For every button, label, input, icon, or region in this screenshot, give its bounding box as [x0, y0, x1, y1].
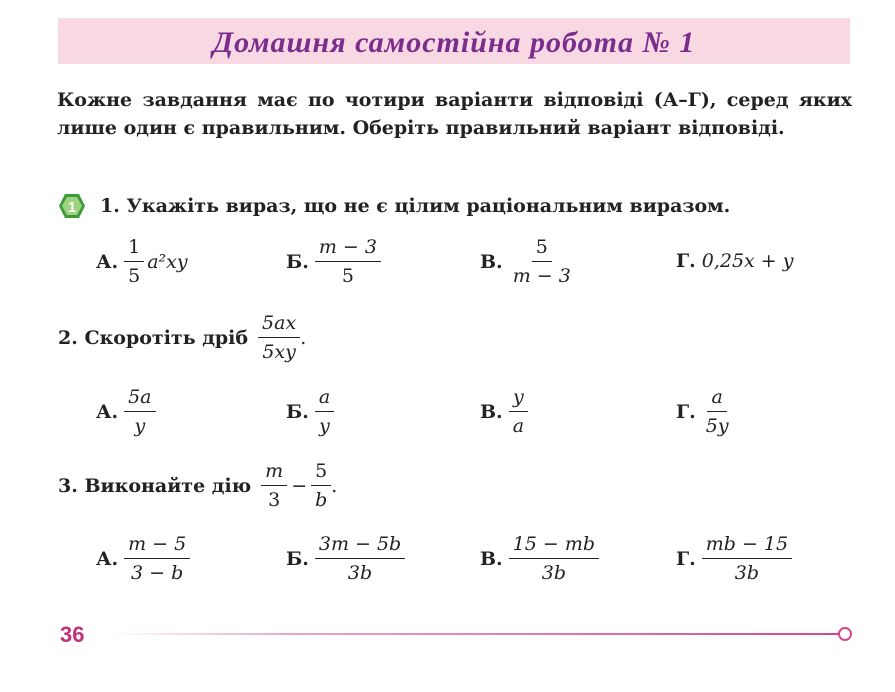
- q3-period: .: [331, 474, 338, 497]
- q1-option-a[interactable]: [96, 236, 188, 287]
- q3-option-b-fraction: [315, 533, 405, 584]
- q2-option-a-fraction: [124, 386, 155, 437]
- q3-option-c-fraction: [509, 533, 599, 584]
- page-title: Домашня самостійна робота № 1: [212, 26, 696, 59]
- q2-option-c-fraction: [509, 386, 528, 437]
- q2-option-b-fraction: [315, 386, 334, 437]
- level-badge-number: 1: [67, 199, 77, 216]
- level-badge-icon: [58, 193, 86, 219]
- q3-f2-denominator: b: [315, 489, 328, 511]
- q1-option-a-label: А.: [96, 250, 119, 273]
- q3-option-a-label: А.: [96, 547, 119, 570]
- q3-option-d-fraction: [702, 533, 792, 584]
- question-2: [58, 312, 306, 363]
- question-2-text: 2. Скоротіть дріб: [58, 326, 249, 349]
- q1-b-numerator: m − 3: [315, 236, 381, 262]
- question-3: [58, 460, 337, 511]
- q2-option-a-label: А.: [96, 400, 119, 423]
- title-banner: [58, 18, 850, 64]
- q2-option-d-label: Г.: [676, 400, 696, 423]
- q3-b-numerator: 3m − 5b: [315, 533, 405, 559]
- q1-c-numerator: 5: [532, 236, 552, 262]
- q2-a-denominator: y: [134, 415, 146, 437]
- q3-f1-denominator: 3: [268, 489, 281, 511]
- q1-option-c[interactable]: [480, 236, 575, 287]
- q2-fraction: [258, 312, 300, 363]
- q3-f2-numerator: 5: [311, 460, 331, 486]
- q2-option-d[interactable]: [676, 386, 733, 437]
- q3-option-b-label: Б.: [286, 547, 309, 570]
- question-1-text: 1. Укажіть вираз, що не є цілим раціональним виразом.: [100, 195, 731, 217]
- q1-c-denominator: m − 3: [512, 265, 571, 287]
- q3-c-numerator: 15 − mb: [509, 533, 599, 559]
- q3-option-a-fraction: [124, 533, 190, 584]
- q1-a-denominator: 5: [128, 265, 141, 287]
- footer-divider: [110, 633, 842, 635]
- q2-option-a[interactable]: [96, 386, 156, 437]
- q2-a-numerator: 5a: [124, 386, 155, 412]
- q3-c-denominator: 3b: [541, 562, 566, 584]
- instructions-text: Кожне завдання має по чотири варіанти відповіді (А–Г), серед яких лише один є правильним. Оберіть правильний варіант відповіді.: [57, 89, 852, 139]
- q3-fraction-1: [261, 460, 287, 511]
- q3-option-d[interactable]: [676, 533, 792, 584]
- q1-a-numerator: 1: [124, 236, 144, 262]
- q1-a-tail: a²xy: [147, 250, 188, 273]
- q3-fraction-2: [311, 460, 331, 511]
- q1-option-a-fraction: [124, 236, 144, 287]
- q1-d-expression: 0,25x + y: [701, 250, 794, 272]
- q3-f1-numerator: m: [261, 460, 287, 486]
- q2-option-c-label: В.: [480, 400, 503, 423]
- q2-option-d-fraction: [702, 386, 733, 437]
- q1-option-d[interactable]: [676, 250, 794, 272]
- q3-option-c-label: В.: [480, 547, 503, 570]
- q2-d-numerator: a: [707, 386, 726, 412]
- q2-numerator: 5ax: [258, 312, 300, 338]
- q3-option-d-label: Г.: [676, 547, 696, 570]
- page-number: 36: [60, 622, 85, 647]
- q1-option-d-label: Г.: [676, 250, 696, 272]
- q1-option-b-label: Б.: [286, 250, 309, 273]
- q3-b-denominator: 3b: [347, 562, 373, 584]
- footer-circle-icon: [838, 627, 852, 641]
- q2-option-b-label: Б.: [286, 400, 309, 423]
- q2-c-numerator: y: [509, 386, 528, 412]
- q3-option-c[interactable]: [480, 533, 599, 584]
- q2-b-denominator: y: [319, 415, 330, 437]
- q3-minus-sign: −: [291, 474, 308, 497]
- q3-d-denominator: 3b: [734, 562, 760, 584]
- q2-denominator: 5xy: [262, 341, 296, 363]
- q2-option-b[interactable]: [286, 386, 334, 437]
- q2-c-denominator: a: [512, 415, 525, 437]
- q1-b-denominator: 5: [341, 265, 354, 287]
- q2-d-denominator: 5y: [705, 415, 729, 437]
- q2-option-c[interactable]: [480, 386, 528, 437]
- q2-b-numerator: a: [315, 386, 334, 412]
- q1-option-c-fraction: [509, 236, 575, 287]
- q3-a-numerator: m − 5: [124, 533, 190, 559]
- q1-option-b-fraction: [315, 236, 381, 287]
- q2-period: .: [300, 326, 307, 349]
- q3-option-b[interactable]: [286, 533, 405, 584]
- q1-option-b[interactable]: [286, 236, 381, 287]
- question-3-text: 3. Виконайте дію: [58, 474, 252, 497]
- q1-option-c-label: В.: [480, 250, 503, 273]
- q3-option-a[interactable]: [96, 533, 190, 584]
- q3-d-numerator: mb − 15: [702, 533, 792, 559]
- q3-a-denominator: 3 − b: [131, 562, 184, 584]
